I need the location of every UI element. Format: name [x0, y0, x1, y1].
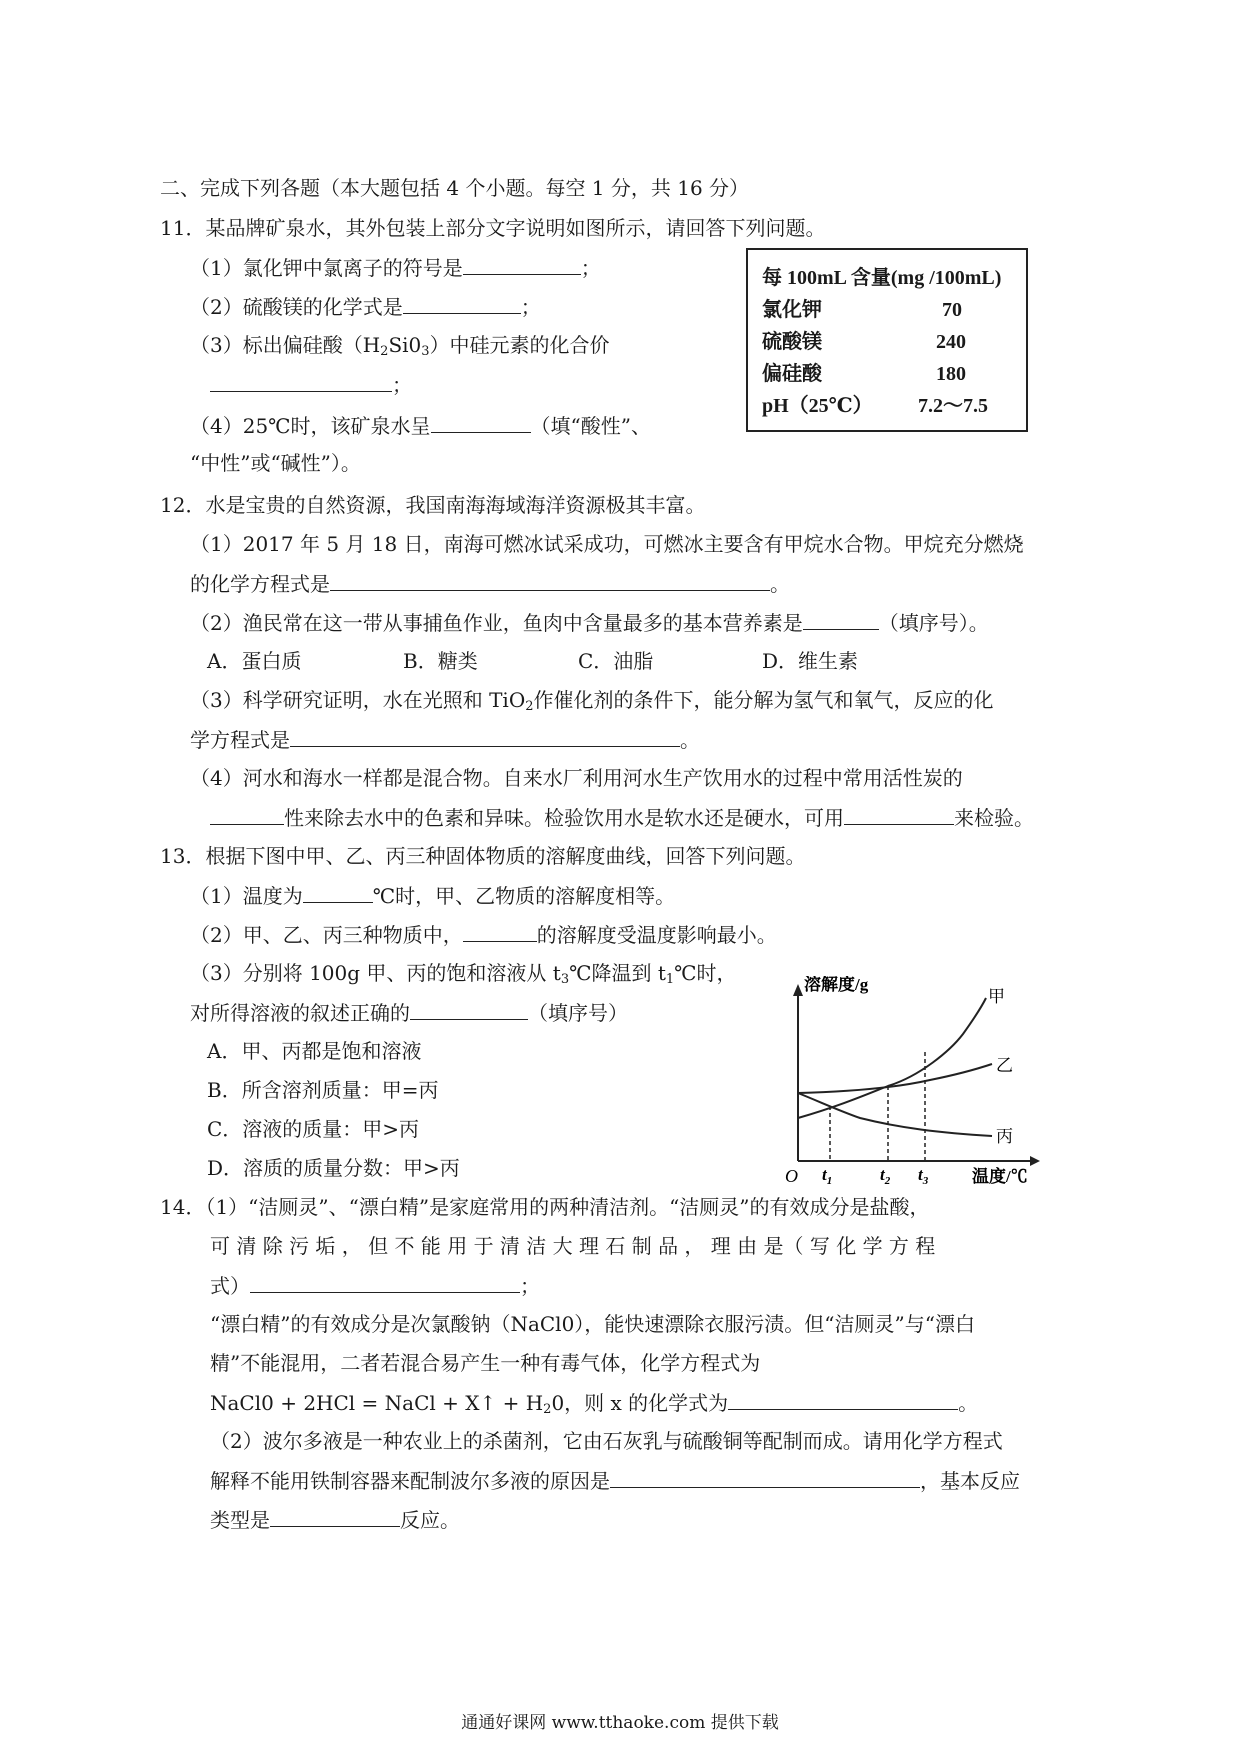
q12-part3-end: 。 [680, 728, 700, 752]
q14-part1-line2: 可 清 除 污 垢 ， 但 不 能 用 于 清 洁 大 理 石 制 品 ， 理 由 是（ 写 化 学 方 程 [210, 1234, 936, 1258]
answer-blank[interactable] [403, 293, 521, 314]
q14-equation: NaCl0 + 2HCl = NaCl + X↑ + H [210, 1391, 544, 1415]
q13-part3-text-b: ℃降温到 t [569, 961, 666, 985]
q13-option-a: A．甲、丙都是饱和溶液 [207, 1039, 422, 1063]
mineral-water-label [746, 248, 1028, 432]
q12-part3 [190, 687, 994, 720]
q12-part2-text: （2）渔民常在这一带从事捕鱼作业，鱼肉中含量最多的基本营养素是 [190, 611, 803, 635]
y-axis-arrow [793, 984, 803, 996]
answer-blank[interactable] [290, 726, 680, 747]
q11-part3-text-c: ）中硅元素的化合价 [429, 333, 610, 357]
q14-part2-line3 [210, 1506, 460, 1533]
q13-part1-text-a: （1）温度为 [190, 884, 303, 908]
q12-option-c: C．油脂 [578, 649, 654, 673]
x-axis-label: 温度/℃ [972, 1167, 1028, 1186]
q14-part1-line3 [210, 1272, 540, 1299]
tick-t3: $t_3$ [918, 1165, 929, 1186]
q14-part1-line5: 精”不能混用，二者若混合易产生一种有毒气体，化学方程式为 [210, 1351, 761, 1375]
q12-part2 [190, 609, 989, 636]
q11-part3 [190, 332, 610, 365]
answer-blank[interactable] [210, 804, 284, 825]
label-row-name: 偏硅酸 [762, 363, 822, 385]
q14-part2: （2）波尔多液是一种农业上的杀菌剂，它由石灰乳与硫酸铜等配制而成。请用化学方程式 [210, 1429, 1003, 1453]
q12-part3-text-b: 作催化剂的条件下，能分解为氢气和氧气，反应的化 [533, 688, 994, 712]
label-row-value: 7.2～7.5 [918, 395, 988, 417]
q14-part1-text-c: 式） [210, 1274, 250, 1298]
label-row-name: 硫酸镁 [762, 331, 822, 353]
q13-stem: 13．根据下图中甲、乙、丙三种固体物质的溶解度曲线，回答下列问题。 [160, 844, 806, 868]
label-row-value: 240 [936, 331, 966, 353]
label-row-value: 180 [936, 363, 966, 385]
q11-part2 [190, 293, 541, 320]
subscript: 3 [421, 344, 430, 359]
subscript: 2 [543, 1402, 552, 1417]
q14-part2-text-b: 解释不能用铁制容器来配制波尔多液的原因是 [210, 1469, 610, 1493]
q12-part2-end: （填序号）。 [878, 611, 989, 635]
q13-part1-text-b: ℃时，甲、乙物质的溶解度相等。 [372, 884, 676, 908]
solubility-graph [780, 976, 1080, 1186]
q14-part1-end: ； [520, 1274, 540, 1298]
label-row-name: 氯化钾 [762, 299, 822, 321]
q12-option-d: D．维生素 [762, 649, 859, 673]
q12-part3-text-c: 学方程式是 [190, 728, 290, 752]
y-axis-label: 溶解度/g [804, 976, 869, 994]
answer-blank[interactable] [463, 254, 581, 275]
q12-part1-line2 [190, 570, 790, 597]
label-row-value: 70 [942, 299, 962, 321]
q13-part2 [190, 921, 777, 948]
answer-blank[interactable] [803, 609, 879, 630]
q11-part2-text: （2）硫酸镁的化学式是 [190, 295, 403, 319]
page-footer: 通通好课网 www.tthaoke.com 提供下载 [461, 1713, 779, 1733]
curve-label-jia: 甲 [988, 987, 1005, 1007]
subscript: 3 [560, 972, 570, 987]
q14-part1-f-end: 。 [958, 1391, 979, 1415]
curve-label-bing: 丙 [996, 1127, 1013, 1147]
subscript: 1 [665, 972, 675, 987]
q13-part3-text-e: （填序号） [528, 1001, 628, 1025]
q14-part2-text-b-end: ，基本反应 [920, 1469, 1020, 1493]
q13-part3-text-a: （3）分别将 100g 甲、丙的饱和溶液从 t [190, 961, 561, 985]
q11-part4-text-a: （4）25℃时，该矿泉水呈 [190, 414, 431, 438]
curve-label-yi: 乙 [996, 1056, 1013, 1076]
q12-part1-end: 。 [770, 572, 790, 596]
q11-stem: 11．某品牌矿泉水，其外包装上部分文字说明如图所示，请回答下列问题。 [160, 216, 826, 240]
answer-blank[interactable] [250, 1272, 520, 1293]
q12-part1: （1）2017 年 5 月 18 日，南海可燃冰试采成功，可燃冰主要含有甲烷水合物。甲烷充分燃烧 [190, 532, 1024, 556]
q14-part1-line4: “漂白精”的有效成分是次氯酸钠（NaCl0），能快速漂除衣服污渍。但“洁厕灵”与“漂白 [210, 1312, 975, 1336]
answer-blank[interactable] [463, 921, 537, 942]
q12-part3-text-a: （3）科学研究证明，水在光照和 TiO [190, 688, 526, 712]
answer-blank[interactable] [303, 882, 373, 903]
q13-option-b: B．所含溶剂质量：甲=丙 [207, 1078, 439, 1102]
q12-option-b: B．糖类 [403, 649, 478, 673]
label-row-name: pH（25℃） [762, 395, 873, 417]
q12-part4: （4）河水和海水一样都是混合物。自来水厂利用河水生产饮用水的过程中常用活性炭的 [190, 766, 963, 790]
curve-bing [798, 1093, 992, 1136]
subscript: 2 [380, 344, 389, 359]
tick-t1: $t_1$ [822, 1165, 833, 1186]
q13-option-d: D．溶质的质量分数：甲>丙 [207, 1156, 460, 1180]
q11-part1 [190, 254, 601, 281]
q14-equation-tail: 0，则 x 的化学式为 [551, 1391, 729, 1415]
q13-part3 [190, 960, 737, 993]
answer-blank[interactable] [844, 804, 954, 825]
q11-part4-line2: “中性”或“碱性”）。 [190, 451, 361, 475]
q12-stem: 12．水是宝贵的自然资源，我国南海海域海洋资源极其丰富。 [160, 493, 706, 517]
q12-option-a: A．蛋白质 [207, 649, 302, 673]
q14-part2-text-c: 类型是 [210, 1508, 270, 1532]
q14-part1-line6 [210, 1389, 978, 1423]
curve-jia [798, 998, 986, 1118]
answer-blank[interactable] [431, 412, 531, 433]
q13-part2-text-b: 的溶解度受温度影响最小。 [536, 923, 777, 947]
origin-label: O [785, 1166, 798, 1186]
q13-part3-text-d: 对所得溶液的叙述正确的 [190, 1001, 410, 1025]
q11-part3-end: ； [392, 373, 412, 397]
q13-part1 [190, 882, 675, 909]
section-heading: 二、完成下列各题（本大题包括 4 个小题。每空 1 分，共 16 分） [160, 176, 750, 200]
x-axis-arrow [1030, 1156, 1040, 1166]
label-header: 每 100mL 含量(mg /100mL) [762, 267, 1002, 289]
q11-part3-text-a: （3）标出偏硅酸（H [190, 333, 381, 357]
q14-part1: 14．（1）“洁厕灵”、“漂白精”是家庭常用的两种清洁剂。“洁厕灵”的有效成分是盐酸， [160, 1195, 930, 1219]
q11-part3-answer [210, 371, 412, 398]
q13-part2-text-a: （2）甲、乙、丙三种物质中， [190, 923, 463, 947]
q11-part4 [190, 412, 651, 439]
answer-blank[interactable] [410, 999, 528, 1020]
answer-blank[interactable] [610, 1467, 920, 1488]
q12-part1-text: 的化学方程式是 [190, 572, 330, 596]
tick-t2: $t_2$ [880, 1165, 891, 1186]
q11-part3-text-b: Si0 [388, 333, 422, 357]
q13-part3-line2 [190, 999, 628, 1026]
q13-part3-text-c: ℃时， [674, 961, 737, 985]
q12-part4-text-c: 来检验。 [954, 806, 1034, 830]
q11-part4-text-b: （填“酸性”、 [530, 414, 651, 438]
q11-part1-text: （1）氯化钾中氯离子的符号是 [190, 256, 463, 280]
q14-part2-end: 反应。 [400, 1508, 460, 1532]
answer-blank[interactable] [728, 1389, 958, 1410]
curve-yi [798, 1064, 992, 1093]
q12-part4-line2 [210, 804, 1034, 831]
answer-blank[interactable] [270, 1506, 400, 1527]
q14-part2-line2 [210, 1467, 1020, 1494]
q11-part2-end: ； [520, 295, 541, 319]
answer-blank[interactable] [210, 371, 392, 392]
q11-part1-end: ； [580, 256, 601, 280]
answer-blank[interactable] [330, 570, 770, 591]
subscript: 2 [525, 699, 534, 714]
q13-option-c: C．溶液的质量：甲>丙 [207, 1117, 420, 1141]
q12-part4-text-b: 性来除去水中的色素和异味。检验饮用水是软水还是硬水，可用 [284, 806, 844, 830]
q12-part3-line2 [190, 726, 700, 753]
